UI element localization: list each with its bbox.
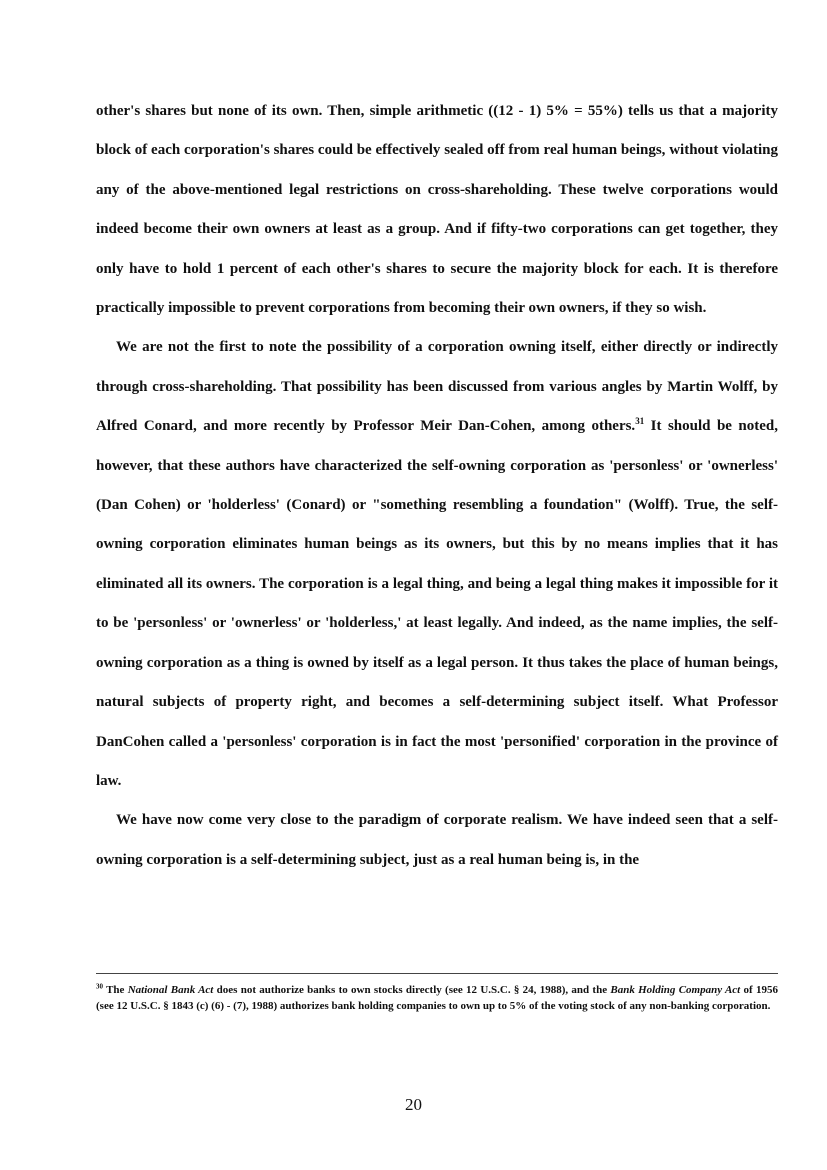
footnote-divider	[96, 973, 778, 974]
footnote-text-3: of 1956 (see 12 U.S.C. § 1843 (c) (6) - (7), 1988) authorizes bank holding companies to own up to 5% of the voting stock of any non-banking corporation.	[96, 984, 778, 1012]
footnote-reference-31[interactable]: 31	[635, 416, 645, 427]
footnote-30	[96, 983, 778, 1014]
page-number: 20	[405, 1095, 422, 1114]
paragraph-3: We have now come very close to the paradigm of corporate realism. We have indeed seen that a self-owning corporation is a self-determining subject, just as a real human being is, in the	[96, 812, 778, 868]
paragraph-2-text-a: We are not the first to note the possibility of a corporation owning itself, either directly or indirectly through cross-shareholding. That possibility has been discussed from various angles by Martin Wolff, by Alfred Conard, and more recently by Professor Meir Dan-Cohen, among others.	[96, 339, 778, 435]
footnote-text-2: does not authorize banks to own stocks directly (see 12 U.S.C. § 24, 1988), and the	[213, 984, 611, 996]
footnote-act-name-1: National Bank Act	[127, 984, 214, 996]
body-text	[96, 92, 778, 880]
footnote-act-name-2: Bank Holding Company Act	[610, 984, 741, 996]
paragraph-2-text-b: It should be noted, however, that these authors have characterized the self-owning corporation as 'personless' or 'ownerless' (Dan Cohen) or 'holderless' (Conard) or "something resembling a foundation" (Wolff). True, the self-owning corporation eliminates human beings as its owners, but this by no means implies that it has eliminated all its owners. The corporation is a legal thing, and being a legal thing makes it impossible for it to be 'personless' or 'ownerless' or 'holderless,' at least legally. And indeed, as the name implies, the self-owning corporation as a thing is owned by itself as a legal person. It thus takes the place of human beings, natural subjects of property right, and becomes a self-determining subject itself. What Professor DanCohen called a 'personless' corporation is in fact the most 'personified' corporation in the province of law.	[96, 418, 778, 789]
footnote-text-1: The	[103, 984, 128, 996]
footnote-mark: 30	[96, 982, 103, 991]
paragraph-1: other's shares but none of its own. Then, simple arithmetic ((12 - 1) 5% = 55%) tells us that a majority block of each corporation's shares could be effectively sealed off from real human beings, without violating any of the above-mentioned legal restrictions on cross-shareholding. These twelve corporations would indeed become their own owners at least as a group. And if fifty-two corporations can get together, they only have to hold 1 percent of each other's shares to secure the majority block for each. It is therefore practically impossible to prevent corporations from becoming their own owners, if they so wish.	[96, 103, 778, 317]
paragraph-2	[96, 328, 778, 801]
